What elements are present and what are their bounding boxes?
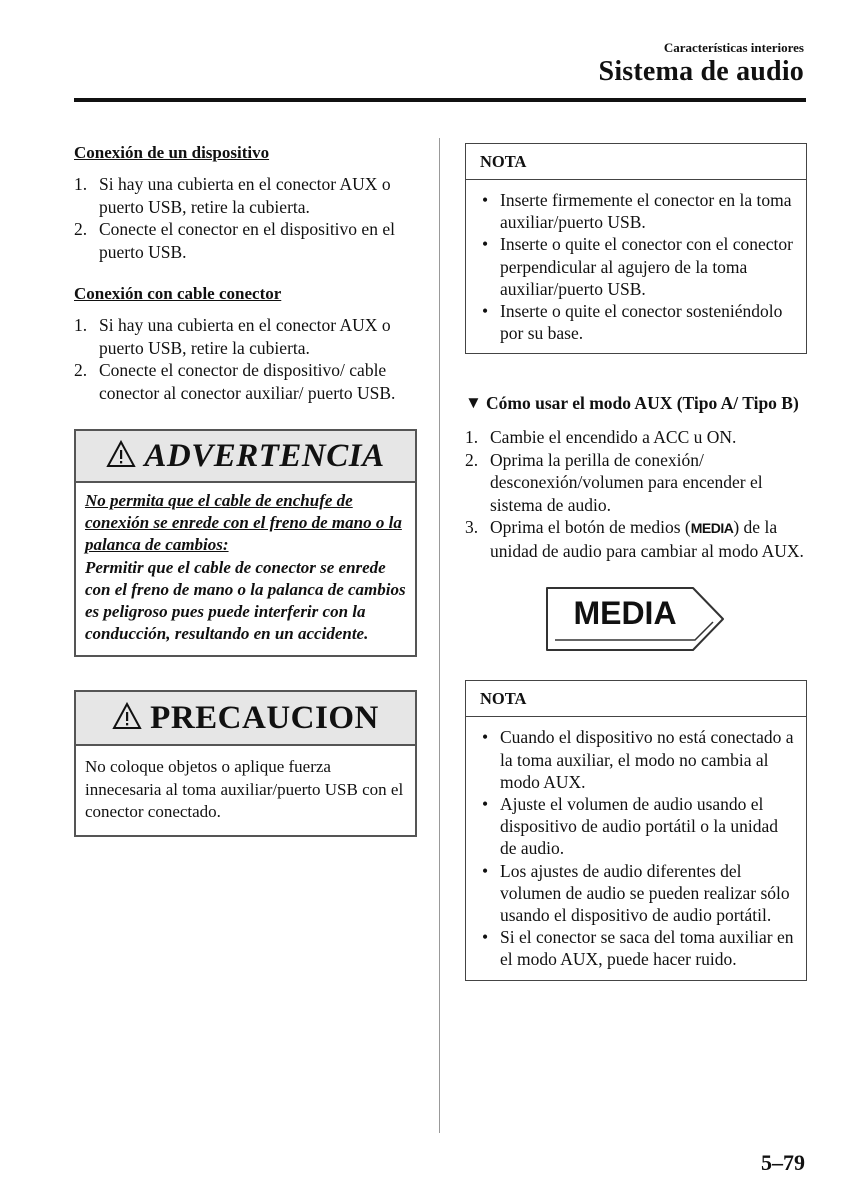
warning-triangle-icon <box>106 440 136 473</box>
bullet: • <box>482 727 489 748</box>
note-box <box>465 680 807 980</box>
bullet: • <box>482 794 489 815</box>
warning-body <box>76 483 415 655</box>
caution-header <box>76 692 415 746</box>
media-button-label: MEDIA <box>573 595 677 632</box>
left-column <box>74 143 417 837</box>
caution-heading: PRECAUCION <box>150 699 379 736</box>
warning-box <box>74 429 417 657</box>
note-list <box>466 180 806 353</box>
section-title-device-connection: Conexión de un dispositivo <box>74 143 270 162</box>
aux-mode-title: Cómo usar el modo AUX (Tipo A/ Tipo B) <box>486 393 799 414</box>
right-column <box>465 143 807 981</box>
list-item <box>482 189 794 233</box>
warning-text: Permitir que el cable de conector se enrede con el freno de mano o la palanca de cambios es peligroso pues puede interferir con la conducción, resultando en un accidente. <box>85 557 406 644</box>
step-number: 2. <box>74 360 88 380</box>
step-number: 1. <box>465 427 479 448</box>
list-item <box>482 926 794 970</box>
triangle-down-icon: ▼ <box>465 393 482 413</box>
note-text: Cuando el dispositivo no está conectado a la toma auxiliar, el modo no cambia al modo AUX. <box>500 727 794 792</box>
note-text: Inserte o quite el conector con el conector perpendicular al agujero de la toma auxiliar/puerto USB. <box>500 234 793 299</box>
aux-mode-steps <box>465 426 807 562</box>
step-number: 2. <box>74 219 88 239</box>
step-number: 1. <box>74 174 88 194</box>
media-inline-label: MEDIA <box>690 520 734 537</box>
note-text: Inserte firmemente el conector en la toma auxiliar/puerto USB. <box>500 190 792 233</box>
header-rule <box>74 98 806 102</box>
list-item <box>74 359 417 404</box>
note-text: Inserte o quite el conector sosteniéndolo por su base. <box>500 301 783 344</box>
step-text-after: ) de la unidad de audio para cambiar al modo AUX. <box>490 517 804 561</box>
caution-box <box>74 690 417 837</box>
list-item <box>482 233 794 300</box>
column-divider <box>439 138 440 1133</box>
step-number: 2. <box>465 449 479 470</box>
warning-header <box>76 431 415 483</box>
note-heading: NOTA <box>466 144 806 180</box>
step-text: Cambie el encendido a ACC u ON. <box>490 427 737 448</box>
list-item <box>482 726 794 793</box>
step-text: Si hay una cubierta en el conector AUX o puerto USB, retire la cubierta. <box>99 174 391 217</box>
note-text: Los ajustes de audio diferentes del volumen de audio se pueden realizar sólo usando el dispositivo de audio portátil. <box>500 860 790 926</box>
section-subtitle: Características interiores <box>663 40 804 55</box>
cable-connection-steps <box>74 314 417 404</box>
warning-heading: ADVERTENCIA <box>144 437 385 474</box>
step-text: Conecte el conector de dispositivo/ cable conector al conector auxiliar/ puerto USB. <box>99 360 396 403</box>
warning-triangle-icon <box>112 702 142 735</box>
warning-lead: No permita que el cable de enchufe de conexión se enrede con el freno de mano o la palanca de cambios: <box>85 491 402 555</box>
list-item <box>74 218 417 263</box>
list-item <box>482 300 794 344</box>
note-box <box>465 143 807 354</box>
step-text-before: Oprima el botón de medios ( <box>490 517 691 538</box>
list-item <box>482 793 794 860</box>
page-number: 5–79 <box>761 1150 805 1175</box>
bullet: • <box>482 190 489 210</box>
note-list <box>466 717 806 979</box>
bullet: • <box>482 927 489 948</box>
list-item <box>465 449 807 517</box>
note-text: Ajuste el volumen de audio usando el dispositivo de audio portátil o la unidad de audio. <box>500 794 779 859</box>
bullet: • <box>482 234 489 255</box>
list-item <box>74 314 417 359</box>
step-number: 1. <box>74 315 88 335</box>
list-item <box>482 860 794 927</box>
device-connection-steps <box>74 173 417 263</box>
note-text: Si el conector se saca del toma auxiliar en el modo AUX, puede hacer ruido. <box>500 927 794 970</box>
bullet: • <box>482 301 489 322</box>
section-title-cable-connection: Conexión con cable conector <box>74 284 282 303</box>
page-title: Sistema de audio <box>598 56 804 87</box>
aux-mode-heading <box>465 392 807 414</box>
note-heading: NOTA <box>466 681 806 717</box>
step-text: Conecte el conector en el dispositivo en el puerto USB. <box>99 219 395 262</box>
step-text: Oprima la perilla de conexión/ desconexión/volumen para encender el sistema de audio. <box>490 449 763 515</box>
step-number: 3. <box>465 517 479 538</box>
media-button-illustration <box>543 582 728 656</box>
list-item <box>465 516 807 562</box>
caution-body: No coloque objetos o aplique fuerza innecesaria al toma auxiliar/puerto USB con el conector conectado. <box>85 757 404 821</box>
list-item <box>74 173 417 218</box>
step-text: Si hay una cubierta en el conector AUX o puerto USB, retire la cubierta. <box>99 315 391 358</box>
list-item <box>465 426 807 449</box>
bullet: • <box>482 860 489 881</box>
step-text <box>490 516 807 562</box>
